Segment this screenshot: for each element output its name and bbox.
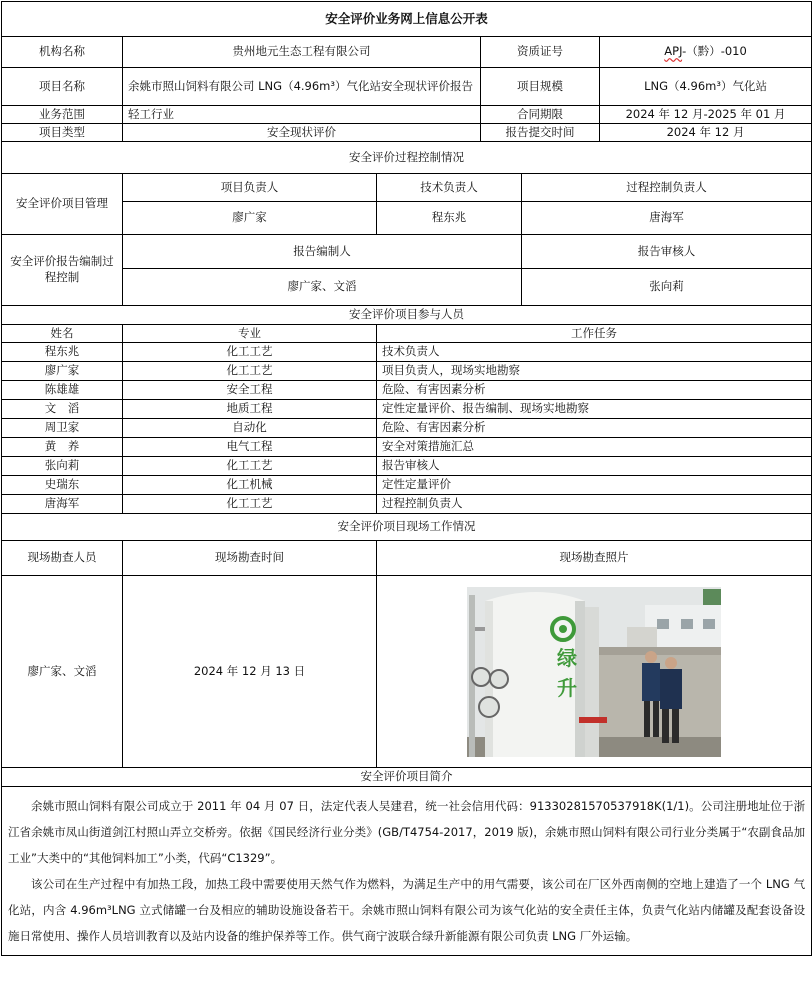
report-value-author: 廖广家、文滔 [123, 269, 522, 306]
report-label: 安全评价报告编制过程控制 [2, 235, 123, 306]
project-value: 余姚市照山饲料有限公司 LNG（4.96m³）气化站安全现状评价报告 [123, 68, 481, 106]
report-value-reviewer: 张向莉 [522, 269, 812, 306]
participant-major: 安全工程 [123, 381, 377, 400]
cert-label: 资质证号 [481, 37, 600, 68]
site-header-staff: 现场勘查人员 [2, 541, 123, 576]
table-row [2, 343, 812, 362]
participant-task: 安全对策措施汇总 [377, 438, 812, 457]
participant-task: 技术负责人 [377, 343, 812, 362]
participants-header-name: 姓名 [2, 325, 123, 343]
participant-major: 化工工艺 [123, 343, 377, 362]
site-date: 2024 年 12 月 13 日 [123, 576, 377, 768]
scale-label: 项目规模 [481, 68, 600, 106]
site-section-title: 安全评价项目现场工作情况 [2, 514, 812, 541]
participant-major: 自动化 [123, 419, 377, 438]
participants-header-major: 专业 [123, 325, 377, 343]
participant-name: 张向莉 [2, 457, 123, 476]
table-row [2, 457, 812, 476]
org-value: 贵州地元生态工程有限公司 [123, 37, 481, 68]
page-title: 安全评价业务网上信息公开表 [2, 2, 812, 37]
mgmt-label: 安全评价项目管理 [2, 174, 123, 235]
type-label: 项目类型 [2, 124, 123, 142]
tank-logo-text-1: 绿 [557, 645, 578, 670]
participant-name: 史瑞东 [2, 476, 123, 495]
participant-name: 周卫家 [2, 419, 123, 438]
org-label: 机构名称 [2, 37, 123, 68]
site-header-date: 现场勘查时间 [123, 541, 377, 576]
mgmt-header-control: 过程控制负责人 [522, 174, 812, 202]
cert-rest: -（黔）-010 [682, 44, 747, 59]
participant-major: 电气工程 [123, 438, 377, 457]
disclosure-table [1, 1, 812, 956]
participant-major: 化工机械 [123, 476, 377, 495]
participant-task: 危险、有害因素分析 [377, 381, 812, 400]
site-photo [467, 587, 721, 757]
participant-major: 化工工艺 [123, 362, 377, 381]
participants-section-title: 安全评价项目参与人员 [2, 306, 812, 325]
intro-paragraph-2: 该公司在生产过程中有加热工段，加热工段中需要使用天然气作为燃料，为满足生产中的用气需要，该公司在厂区外西南侧的空地上建造了一个 LNG 气化站，内含 4.96m³LNG 立式储罐一台及相应的辅助设施设备若干。余姚市照山饲料有限公司为该气化站的安全责任主体，负责气化站内储罐及配套设备设施日常使用、操作人员培训教育以及站内设备的维护保养等工作。供气商宁波联合绿升新能源有限公司负责 LNG 厂外运输。 [8, 877, 806, 943]
site-photo-illustration [467, 587, 721, 757]
period-value: 2024 年 12 月-2025 年 01 月 [600, 106, 812, 124]
table-row [2, 438, 812, 457]
participant-name: 陈雄雄 [2, 381, 123, 400]
participant-name: 程东兆 [2, 343, 123, 362]
submit-value: 2024 年 12 月 [600, 124, 812, 142]
participant-name: 黄 养 [2, 438, 123, 457]
intro-body [2, 787, 812, 956]
tank-logo-text-2: 升 [557, 675, 578, 700]
submit-label: 报告提交时间 [481, 124, 600, 142]
mgmt-value-tech: 程东兆 [377, 202, 522, 235]
scope-label: 业务范围 [2, 106, 123, 124]
intro-section-title: 安全评价项目简介 [2, 768, 812, 787]
participant-task: 危险、有害因素分析 [377, 419, 812, 438]
period-label: 合同期限 [481, 106, 600, 124]
cert-value [600, 37, 812, 68]
participant-major: 化工工艺 [123, 495, 377, 514]
scope-value: 轻工行业 [123, 106, 481, 124]
site-photo-cell [377, 576, 812, 768]
mgmt-header-lead: 项目负责人 [123, 174, 377, 202]
table-row [2, 495, 812, 514]
mgmt-value-lead: 廖广家 [123, 202, 377, 235]
table-row [2, 419, 812, 438]
participant-task: 过程控制负责人 [377, 495, 812, 514]
participant-task: 项目负责人，现场实地勘察 [377, 362, 812, 381]
table-row [2, 400, 812, 419]
participant-task: 报告审核人 [377, 457, 812, 476]
report-header-author: 报告编制人 [123, 235, 522, 269]
participant-major: 化工工艺 [123, 457, 377, 476]
mgmt-header-tech: 技术负责人 [377, 174, 522, 202]
table-row [2, 381, 812, 400]
scale-value: LNG（4.96m³）气化站 [600, 68, 812, 106]
site-staff: 廖广家、文滔 [2, 576, 123, 768]
intro-paragraph-1: 余姚市照山饲料有限公司成立于 2011 年 04 月 07 日，法定代表人吴建君，统一社会信用代码：91330281570537918K(1/1)。公司注册地址位于浙江省余姚市凤山街道剑江村照山弄立交桥旁。依据《国民经济行业分类》(GB/T4754-2017，2019 版)，余姚市照山饲料有限公司行业分类属于“农副食品加工业”大类中的“其他饲料加工”小类，代码“C1329”。 [8, 799, 806, 865]
process-section-title: 安全评价过程控制情况 [2, 142, 812, 174]
participant-name: 文 滔 [2, 400, 123, 419]
table-row [2, 476, 812, 495]
participant-task: 定性定量评价 [377, 476, 812, 495]
participant-name: 唐海军 [2, 495, 123, 514]
project-label: 项目名称 [2, 68, 123, 106]
type-value: 安全现状评价 [123, 124, 481, 142]
cert-prefix: APJ [664, 44, 683, 59]
site-header-photo: 现场勘查照片 [377, 541, 812, 576]
report-header-reviewer: 报告审核人 [522, 235, 812, 269]
mgmt-value-control: 唐海军 [522, 202, 812, 235]
participant-task: 定性定量评价、报告编制、现场实地勘察 [377, 400, 812, 419]
table-row [2, 362, 812, 381]
participant-major: 地质工程 [123, 400, 377, 419]
participants-header-task: 工作任务 [377, 325, 812, 343]
participant-name: 廖广家 [2, 362, 123, 381]
